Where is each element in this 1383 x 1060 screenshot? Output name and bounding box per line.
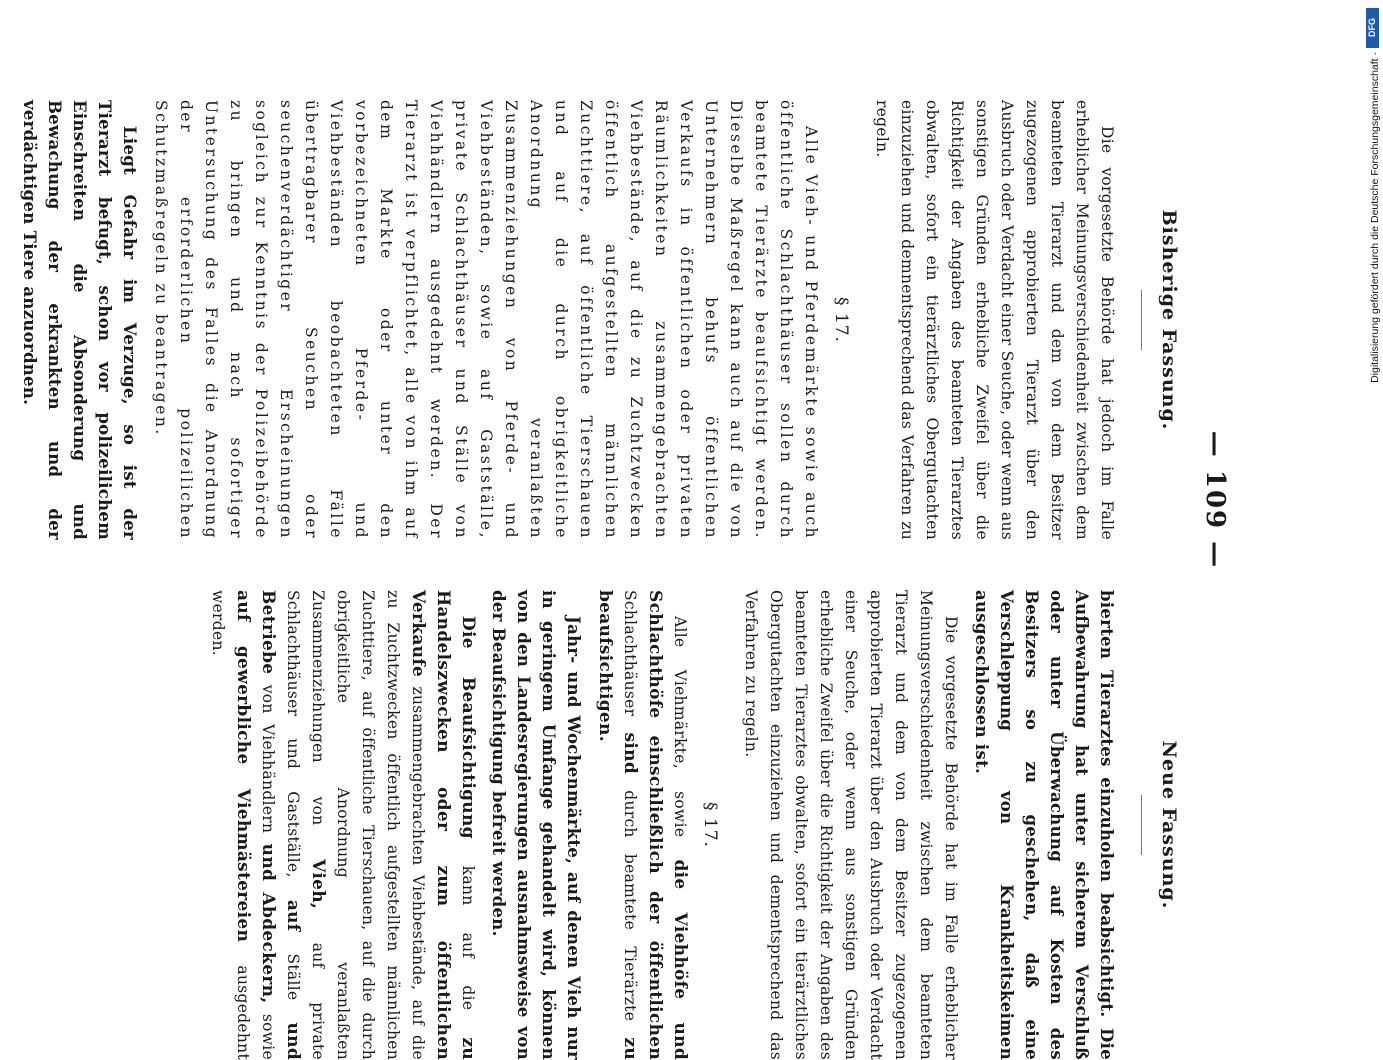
text-run: sowie xyxy=(259,1003,277,1060)
text-run: von Viehhändlern xyxy=(259,674,277,844)
heading-divider xyxy=(1141,290,1142,350)
text-run: kann auf die xyxy=(459,838,477,1038)
text-run-bold: und Abdeckern, xyxy=(258,843,278,1004)
text-run-bold: zu Handelszwecken oder zum öffentlichen Verkaufe xyxy=(408,590,478,1060)
left-section-number: § 17. xyxy=(831,297,851,343)
text-run-bold: Die Beaufsichtigung xyxy=(458,616,478,839)
dfg-logo: DFG xyxy=(1366,8,1379,48)
text-run: zusammengebrachten Viehbestände, auf die zu Zuchtzwecken öffentlich aufgestellten männlichen Zuchttiere, auf öffentliche Tierschauen, auf die durch obrigkeitliche Anordnung veranlaßten Zusammenziehungen von xyxy=(309,590,427,1060)
right-paragraph-1: Die vorgesetzte Behörde hat im Falle erheblicher Meinungsverschiedenheit zwischen dem beamteten Tierarzt und dem von dem Besitzer zugezogenen approbierten Tierarzt über den Ausbruch oder Verdacht einer Seuche, oder wenn aus sonstigen Gründen erhebliche Zweifel über die Richtigkeit der Angaben des beamteten Tierarztes obwalten, sofort ein tierärztliches Obergutachten einzuziehen und dementsprechend das Verfahren zu regeln. xyxy=(742,590,960,1060)
right-paragraph-4 xyxy=(205,590,480,1060)
page-number: — 109 — xyxy=(1200,430,1230,570)
text-run: Alle Viehmärkte, sowie xyxy=(671,616,689,860)
heading-divider xyxy=(1141,795,1142,855)
text-run: Ställe xyxy=(284,931,302,1023)
left-paragraph-2: Alle Vieh- und Pferdemärkte sowie auch öffentliche Schlachthäuser sollen durch beamtete Tierärzte beaufsichtigt werden. Dieselbe Maßregel kann auch auf die von Unternehmern behufs öffentlichen Verkaufs in öffentlichen oder privaten Räumlichkeiten zusammengebrachten Viehbestände, auf die zu Zuchtzwecken öffentlich aufgestellten männlichen Zuchttiere, auf öffentliche Tierschauen und auf die durch obrigkeitliche Anordnung veranlaßten Zusammenziehungen von Pferde- und Viehbeständen, sowie auf Gastställe, private Schlachthäuser und Ställe von Viehhändlern ausgedehnt werden. Der Tierarzt ist verpflichtet, alle von ihm auf dem Markte oder unter den vorbezeichneten Pferde- und Viehbeständen beobachteten Fälle übertragbarer Seuchen oder seuchenverdächtiger Erscheinungen sogleich zur Kenntnis der Polizeibehörde zu bringen und nach sofortiger Untersuchung des Falles die Anordnung der erforderlichen polizeilichen Schutzmaßregeln zu beantragen. xyxy=(152,100,820,540)
right-paragraph-3: Jahr- und Wochenmärkte, auf denen Vieh nur in geringem Umfange gehandelt wird, können von den Landesregierungen ausnahmsweise von der Beaufsichtigung befreit werden. xyxy=(489,590,583,1060)
text-run-bold: sind xyxy=(620,732,640,775)
right-section-number: § 17. xyxy=(700,802,720,848)
text-run-bold: und Betriebe xyxy=(258,590,303,1060)
column-heading-new: Neue Fassung. xyxy=(1158,740,1180,910)
text-run-bold: die Viehhöfe und Schlachthöfe einschließlich der öffentlichen xyxy=(645,590,690,1060)
right-paragraph-0: bierten Tierarztes einzuholen beabsichtigt. Die Aufbewahrung hat unter sicherem Verschluß oder unter Überwachung auf Kosten des Besitzers so zu geschehen, daß eine Verschleppung von Krankheitskeimen ausgeschlossen ist. xyxy=(972,590,1116,1060)
text-run: auf private Schlachthäuser und Gastställe, xyxy=(284,590,327,1060)
text-run-bold: Vieh, xyxy=(308,859,328,910)
column-previous-version xyxy=(11,100,1180,540)
text-run-bold: auf xyxy=(283,899,303,932)
left-paragraph-1: Die vorgesetzte Behörde hat jedoch im Falle erheblicher Meinungsverschiedenheit zwischen dem beamteten Tierarzt und dem von dem Besitzer zugezogenen approbierten Tierarzt über den Ausbruch oder Verdacht einer Seuche, oder wenn aus sonstigen Gründen erhebliche Zweifel über die Richtigkeit der Angaben des beamteten Tierarztes obwalten, sofort ein tierärztliches Obergutachten einzuziehen und demnentsprechend das Verfahren zu regeln. xyxy=(873,100,1116,540)
right-paragraph-2 xyxy=(592,590,692,1060)
column-heading-previous: Bisherige Fassung. xyxy=(1158,209,1180,431)
column-new-version xyxy=(199,590,1180,1060)
text-run: ausgedehnt werden. xyxy=(209,590,252,1060)
digitization-credit: Digitalisierung gefördert durch die Deutsche Forschungsgemeinschaft · xyxy=(1369,52,1381,383)
text-run-bold: auf gewerbliche Viehmästereien xyxy=(233,590,253,943)
left-paragraph-3: Liegt Gefahr im Verzuge, so ist der Tierarzt befugt, schon vor polizeilichem Einschreiten die Absonderung und Bewachung der erkrankten und der verdächtigen Tiere anzuordnen. xyxy=(20,100,139,540)
text-run: Schlachthäuser xyxy=(621,590,639,733)
text-run: durch beamtete Tierärzte xyxy=(621,774,639,1038)
text-run-bold: zu beaufsichtigen. xyxy=(595,590,640,1060)
